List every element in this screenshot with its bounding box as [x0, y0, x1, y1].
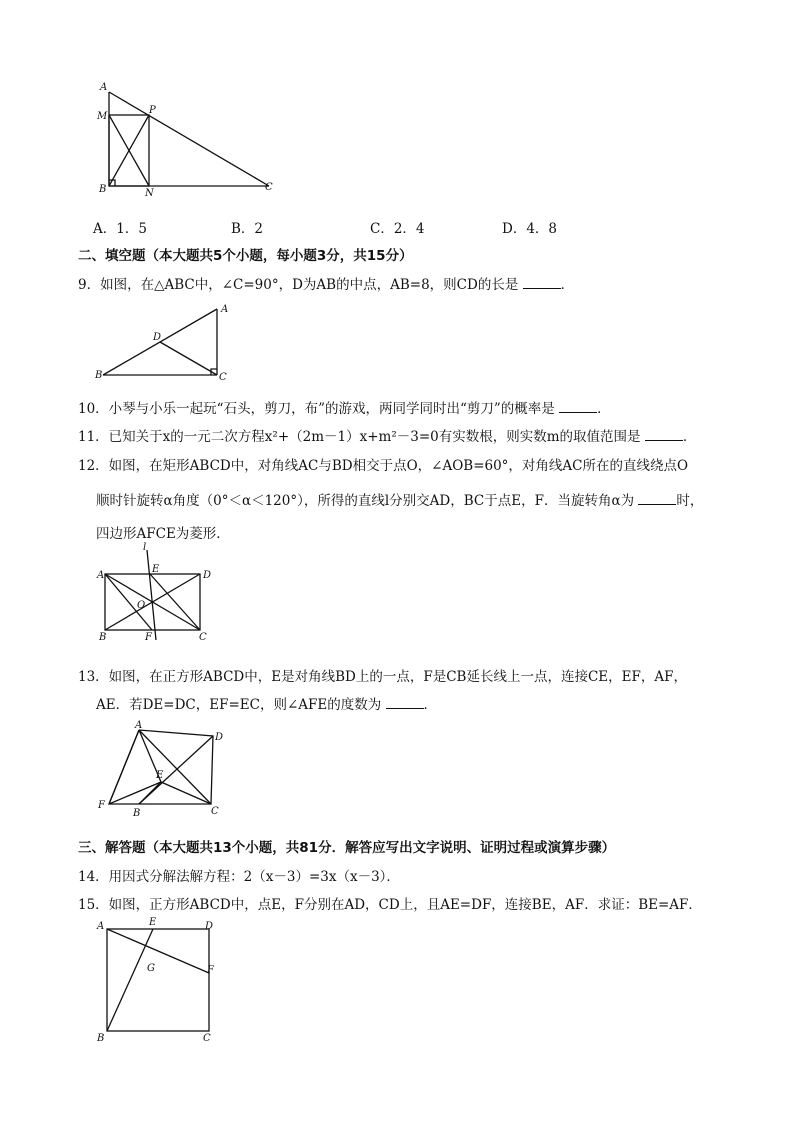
q13-line2b: ． — [423, 697, 438, 713]
q8-label-c: C — [265, 182, 273, 193]
section3-title: 三、解答题（本大题共13个小题，共81分．解答应写出文字说明、证明过程或演算步骤） — [78, 840, 616, 856]
q9-label-a: A — [221, 304, 229, 315]
q8-option-b: B．2 — [231, 221, 264, 237]
q12-label-f: F — [145, 632, 152, 643]
q8-label-m: M — [97, 111, 108, 122]
q8-label-n: N — [145, 188, 154, 199]
q15-label-g: G — [147, 963, 155, 974]
q9-figure — [95, 300, 245, 385]
q13-line2a: AE．若DE=DC，EF=EC，则∠AFE的度数为 — [96, 697, 382, 713]
q11-text — [78, 425, 696, 445]
q8-option-a: A．1．5 — [93, 221, 147, 237]
q13-label-d: D — [215, 732, 224, 743]
q13-figure — [95, 722, 235, 822]
q13-label-f: F — [98, 800, 105, 811]
q12-line2b: 时， — [676, 493, 704, 509]
q9-label-c: C — [219, 372, 227, 383]
q8-option-c: C．2．4 — [370, 221, 425, 237]
q13-line2 — [96, 693, 437, 713]
q15-label-e: E — [149, 917, 157, 928]
q12-line2a: 顺时针旋转α角度（0°＜α＜120°），所得的直线l分别交AD，BC于点E，F．当旋转角α为 — [96, 493, 635, 509]
q10-answer-blank — [559, 400, 597, 413]
q12-label-a: A — [97, 570, 105, 581]
q11-text-a: 11．已知关于x的一元二次方程x²+（2m－1）x+m²－3=0有实数根，则实数m的取值范围是 — [78, 429, 641, 445]
q8-label-a: A — [100, 82, 108, 93]
q15-label-b: B — [97, 1033, 105, 1044]
q9-text — [78, 273, 574, 293]
q8-label-p: P — [149, 105, 156, 116]
q12-label-l: l — [143, 542, 147, 553]
q8-label-b: B — [99, 184, 107, 195]
q12-label-o: O — [137, 600, 146, 611]
q8-option-d: D．4．8 — [502, 221, 558, 237]
q9-text-a: 9．如图，在△ABC中，∠C=90°，D为AB的中点，AB=8，则CD的长是 — [78, 277, 519, 293]
q8-figure — [95, 82, 285, 197]
q12-answer-blank — [638, 492, 676, 505]
q13-label-e: E — [156, 770, 164, 781]
q11-text-b: ． — [682, 429, 697, 445]
section2-title: 二、填空题（本大题共5个小题，每小题3分，共15分） — [78, 248, 413, 264]
q15-label-a: A — [97, 921, 105, 932]
q13-label-c: C — [211, 806, 219, 817]
q12-label-b: B — [99, 632, 107, 643]
q15-figure — [95, 915, 225, 1045]
q15-label-f: F — [207, 965, 214, 976]
q9-label-b: B — [95, 370, 103, 381]
q12-line1: 12．如图，在矩形ABCD中，对角线AC与BD相交于点O，∠AOB=60°，对角线AC所在的直线绕点O — [78, 458, 689, 474]
q13-label-a: A — [135, 720, 143, 731]
q9-answer-blank — [523, 276, 561, 289]
q9-text-b: ． — [560, 277, 575, 293]
q12-label-d: D — [203, 570, 212, 581]
q13-label-b: B — [133, 808, 141, 819]
q9-label-d: D — [153, 332, 162, 343]
q10-text — [78, 397, 611, 417]
q15-label-d: D — [205, 921, 214, 932]
q15-label-c: C — [203, 1033, 211, 1044]
q10-text-a: 10．小琴与小乐一起玩“石头，剪刀，布”的游戏，两同学同时出“剪刀”的概率是 — [78, 401, 555, 417]
q12-label-e: E — [152, 564, 160, 575]
q13-line1: 13．如图，在正方形ABCD中，E是对角线BD上的一点，F是CB延长线上一点，连接CE，EF，AF， — [78, 669, 687, 685]
q12-label-c: C — [199, 632, 207, 643]
q11-answer-blank — [645, 428, 683, 441]
q12-line3: 四边形AFCE为菱形． — [96, 526, 230, 542]
q15-text: 15．如图，正方形ABCD中，点E，F分别在AD，CD上，且AE=DF，连接BE，AF．求证：BE=AF． — [78, 897, 702, 913]
q10-text-b: ． — [597, 401, 611, 417]
q12-line2 — [96, 489, 703, 509]
q12-figure — [95, 542, 225, 643]
q13-answer-blank — [386, 696, 424, 709]
q14-text: 14．用因式分解法解方程：2（x－3）=3x（x－3）． — [78, 869, 400, 885]
